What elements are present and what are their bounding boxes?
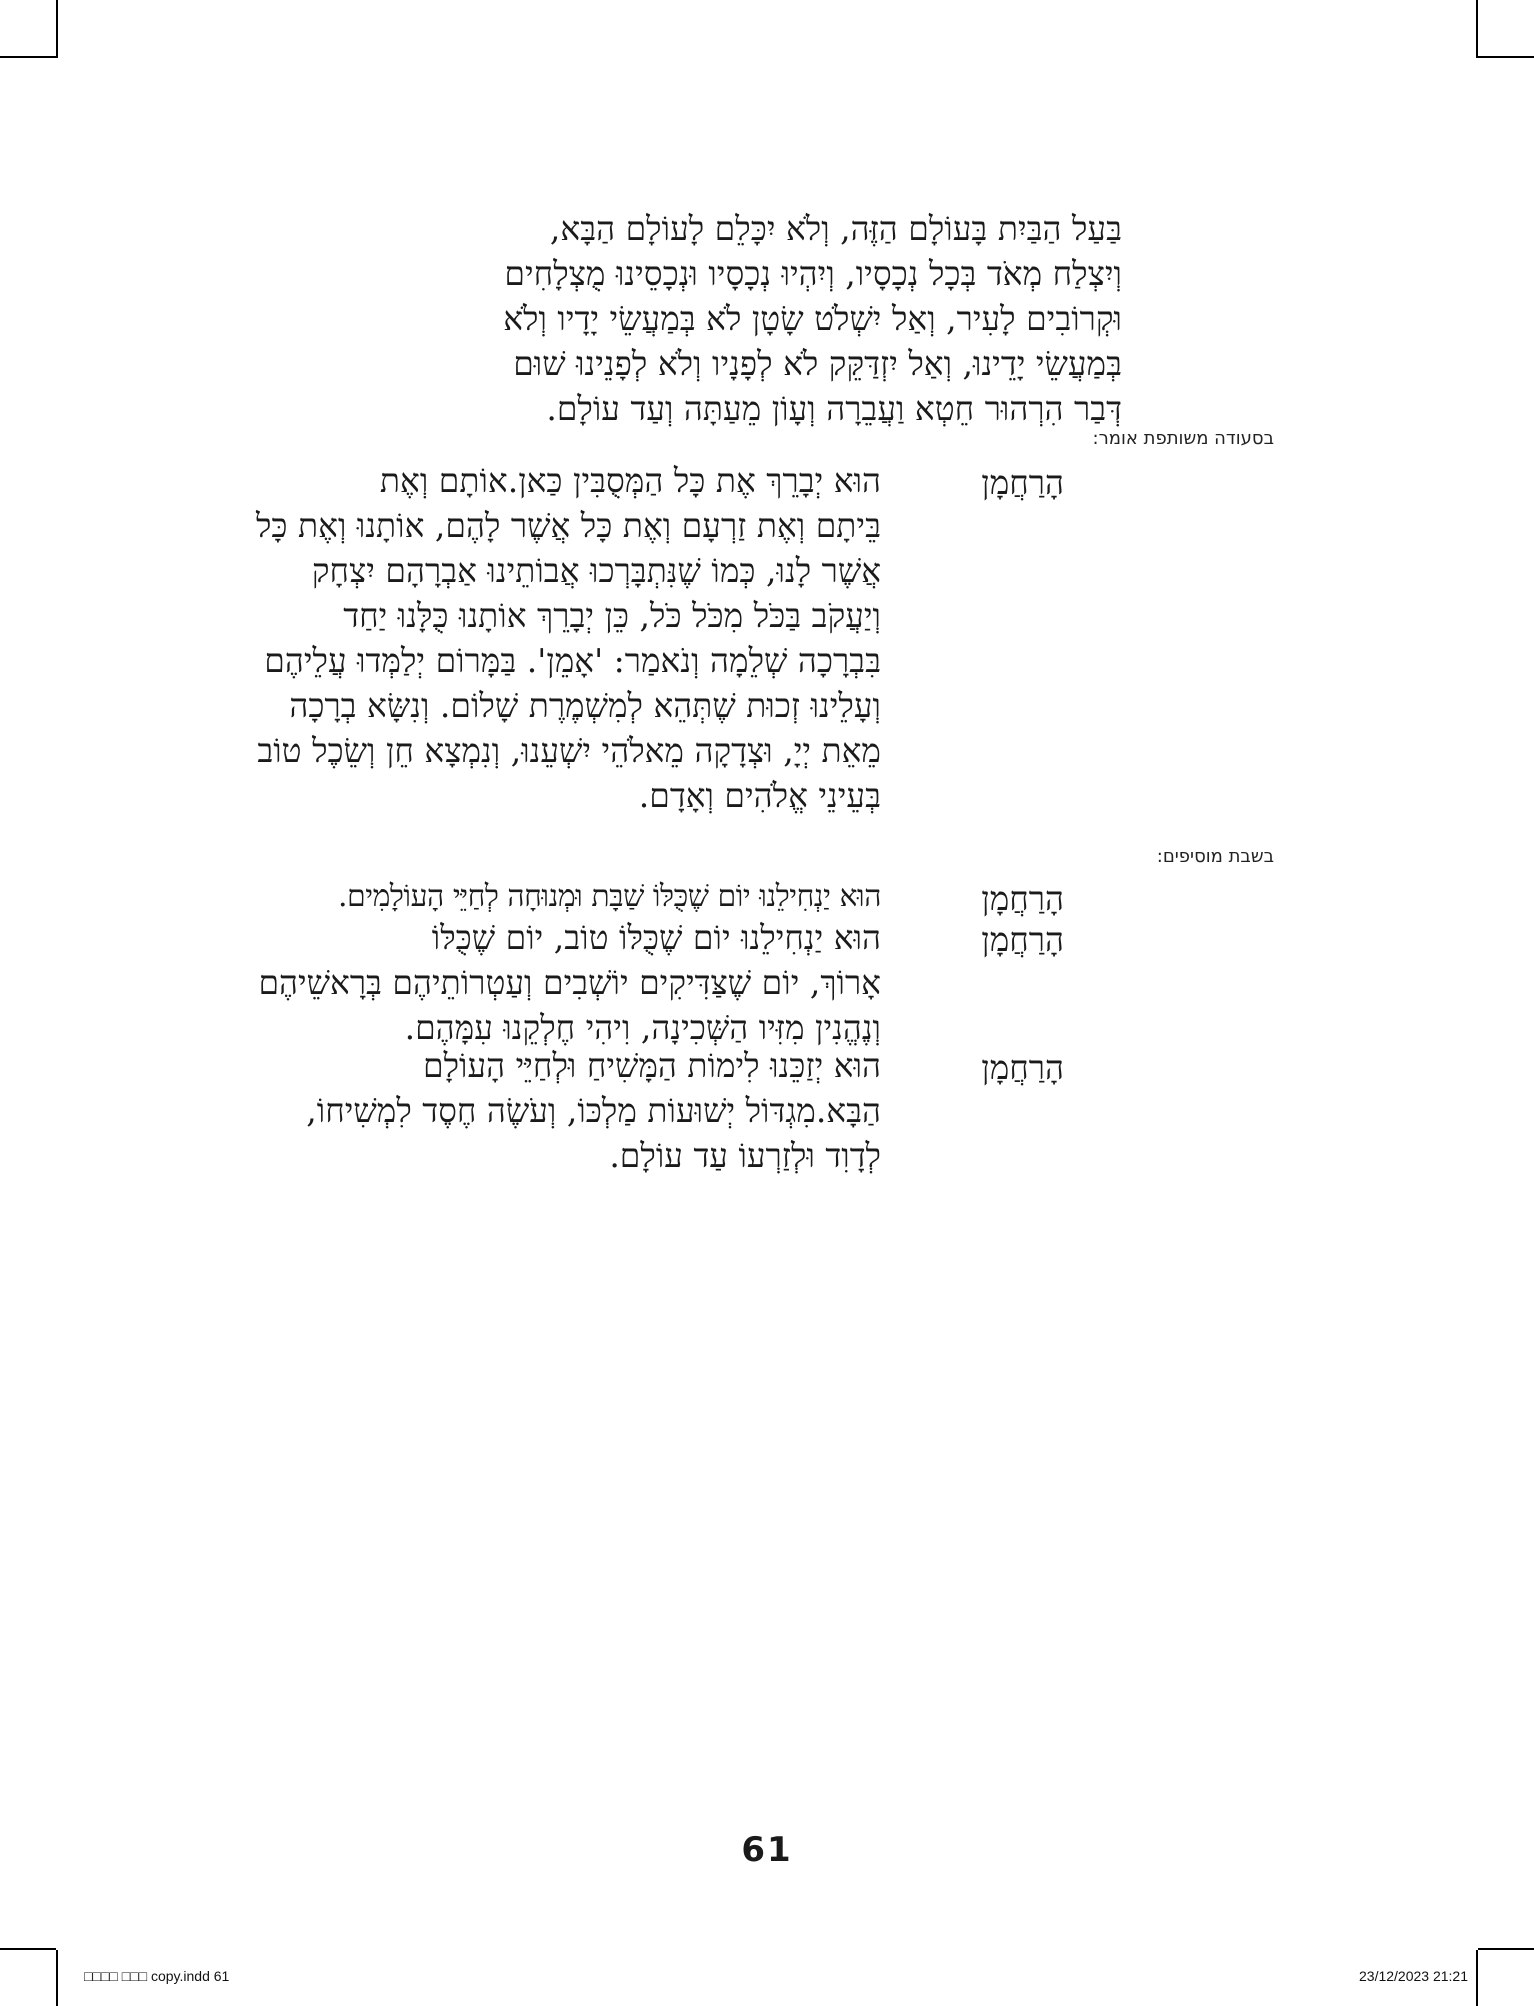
harachaman-label: הָרַחֲמָן [981, 1048, 1064, 1087]
text-line: אָרוֹךְ, יוֹם שֶׁצַּדִּיקִים יוֹשְׁבִים וְעַטְרוֹתֵיהֶם בְּרָאשֵׁיהֶם [258, 963, 881, 1002]
text-line: הַבָּא.מִגְדּוֹל יְשׁוּעוֹת מַלְכּוֹ, וְעֹשֶׂה חֶסֶד לִמְשִׁיחוֹ, [306, 1091, 881, 1130]
page-number: 61 [741, 1830, 793, 1870]
crop-mark [56, 1950, 58, 2006]
instruction-note: בסעודה משותפת אומר: [1092, 428, 1274, 449]
paragraph-3b [258, 915, 881, 1050]
text-line: בַּעַל הַבַּיִת בָּעוֹלָם הַזֶּה, וְלֹא יִכָּלֵם לָעוֹלָם הַבָּא, [549, 209, 1122, 248]
text-line: וְעָלֵינוּ זְכוּת שֶׁתְּהֵא לְמִשְׁמֶרֶת שָׁלוֹם. וְנִשָּׂא בְרָכָה [289, 686, 881, 725]
date-slug: 23/12/2023 21:21 [1359, 1968, 1468, 1984]
crop-mark [1476, 1950, 1478, 2006]
text-line: הוּא יְבָרֵךְ אֶת כָּל הַמְּסֻבִּין כַּאן.אוֹתָם וְאֶת [379, 461, 881, 500]
text-line: בְּמַעֲשֵׂי יָדֵינוּ, וְאַל יִזְדַּקֵּק לֹא לְפָנָיו וְלֹא לְפָנֵינוּ שׁוּם [513, 344, 1122, 383]
crop-mark [0, 56, 56, 58]
text-line: וְיִצְלַח מְאֹד בְּכָל נְכָסָיו, וְיִהְיוּ נְכָסָיו וּנְכָסֵינוּ מֻצְלָחִים [504, 254, 1122, 293]
crop-mark [56, 0, 58, 58]
text-line: בִּבְרָכָה שְׁלֵמָה וְנֹאמַר: 'אָמֵן'. בַּמָּרוֹם יְלַמְּדוּ עֲלֵיהֶם [264, 641, 881, 680]
text-line: אֲשֶׁר לָנוּ, כְּמוֹ שֶׁנִּתְבָּרְכוּ אֲבוֹתֵינוּ אַבְרָהָם יִצְחָק [311, 551, 881, 590]
text-line: הוּא יַנְחִילֵנוּ יוֹם שֶׁכֻּלּוֹ שַׁבָּת וּמְנוּחָה לְחַיֵּי הָעוֹלָמִים. [337, 879, 881, 914]
text-line: הוּא יְזַכֵּנוּ לִימוֹת הַמָּשִׁיחַ וּלְחַיֵּי הָעוֹלָם [423, 1046, 881, 1085]
instruction-note: בשבת מוסיפים: [1156, 846, 1274, 867]
text-line: וְנֶהֱנִין מִזִּיו הַשְּׁכִינָה, וִיהִי חֶלְקֵנוּ עִמָּהֶם. [404, 1008, 881, 1047]
paragraph-3a [338, 874, 881, 919]
file-slug: □□□□ □□□ copy.indd 61 [84, 1968, 230, 1984]
text-line: דְּבַר הִרְהוּר חֵטְא וַעֲבֵרָה וְעָוֹן מֵעַתָּה וְעַד עוֹלָם. [546, 389, 1122, 428]
text-line: וּקְרוֹבִים לָעִיר, וְאַל יִשְׁלֹט שָׂטָן לֹא בְּמַעֲשֵׂי יָדָיו וְלֹא [503, 299, 1122, 338]
text-line: הוּא יַנְחִילֵנוּ יוֹם שֶׁכֻּלּוֹ טוֹב, יוֹם שֶׁכֻּלּוֹ [431, 918, 881, 957]
paragraph-3c [306, 1043, 881, 1178]
text-line: בְּעֵינֵי אֱלֹהִים וְאָדָם. [638, 776, 881, 815]
text-line: וְיַעֲקֹב בַּכֹּל מִכֹּל כֹּל, כֵּן יְבָרֵךְ אוֹתָנוּ כֻּלָּנוּ יַחַד [343, 596, 881, 635]
harachaman-label: הָרַחֲמָן [981, 920, 1064, 959]
paragraph-2 [256, 458, 881, 818]
crop-mark [0, 1948, 56, 1950]
crop-mark [1478, 1948, 1534, 1950]
crop-mark [1478, 56, 1534, 58]
text-line: לְדָוִד וּלְזַרְעוֹ עַד עוֹלָם. [609, 1136, 881, 1175]
harachaman-label: הָרַחֲמָן [981, 463, 1064, 502]
harachaman-label: הָרַחֲמָן [981, 879, 1064, 918]
crop-mark [1476, 0, 1478, 58]
text-line: בֵּיתָם וְאֶת זַרְעָם וְאֶת כָּל אֲשֶׁר לָהֶם, אוֹתָנוּ וְאֶת כָּל [255, 506, 881, 545]
text-line: מֵאֵת יְיָ, וּצְדָקָה מֵאלֹהֵי יִשְׁעֵנוּ, וְנִמְצָא חֵן וְשֵׂכֶל טוֹב [257, 731, 881, 770]
paragraph-1 [503, 206, 1122, 431]
